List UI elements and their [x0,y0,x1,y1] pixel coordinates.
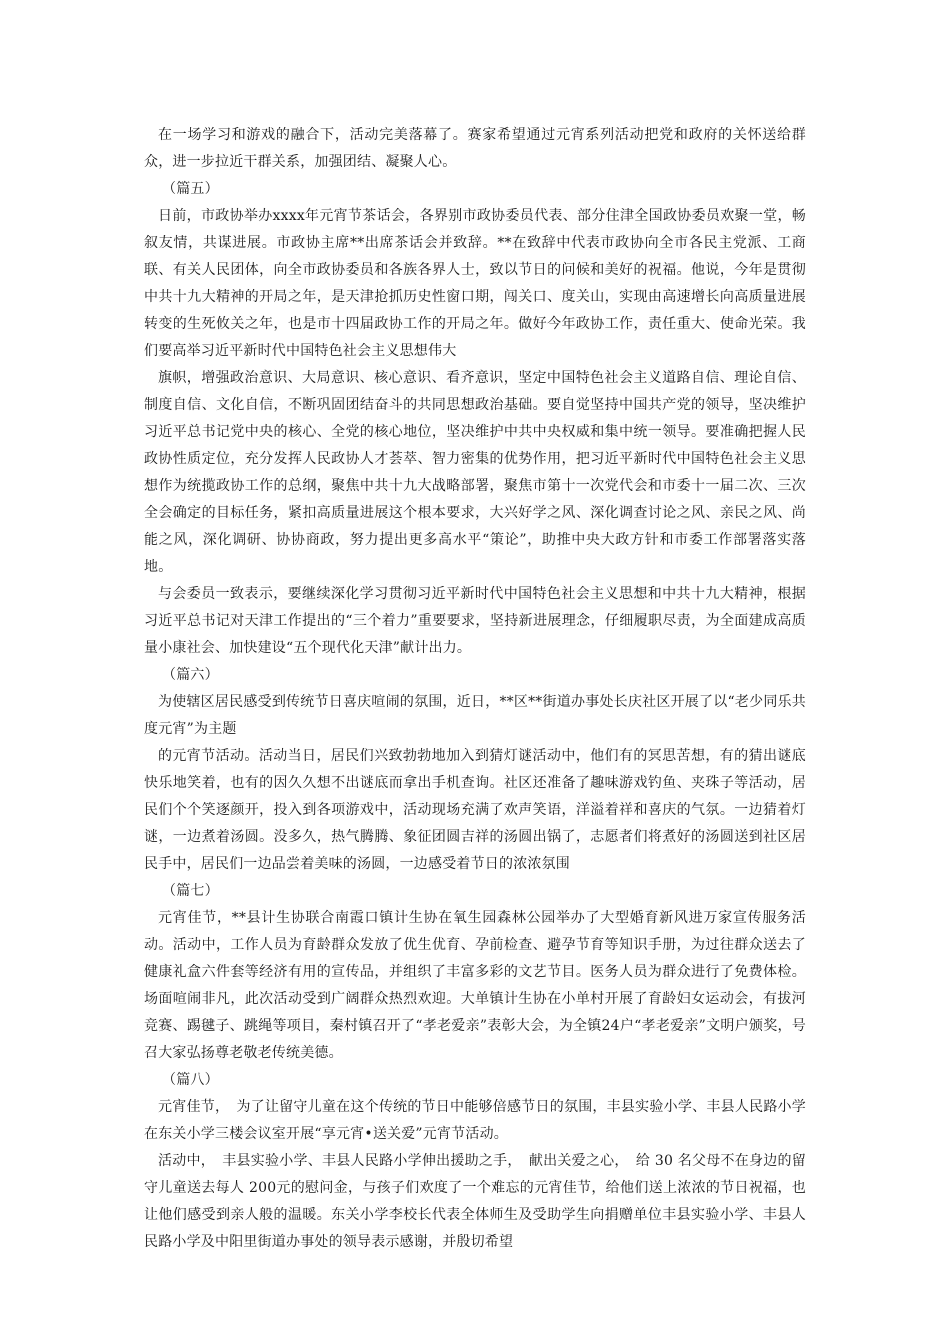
paragraph: 元宵佳节，**县计生协联合南霞口镇计生协在氧生园森林公园举办了大型婚育新风进万家宣传服务活动。活动中，工作人员为育龄群众发放了优生优育、孕前检查、避孕节育等知识手册，为过往群众送去了健康礼盒六件套等经济有用的宣传品，并组织了丰富多彩的文艺节目。医务人员为群众进行了免费体检。场面喧闹非凡，此次活动受到广阔群众热烈欢迎。大单镇计生协在小单村开展了育龄妇女运动会，有拔河竞赛、踢毽子、跳绳等项目，秦村镇召开了“孝老爱亲”表彰大会，为全镇24户“孝老爱亲”文明户颁奖，号召大家弘扬尊老敬老传统美德。 [144,910,806,1061]
paragraph: 日前，市政协举办xxxx年元宵节茶话会，各界别市政协委员代表、部分住津全国政协委员欢聚一堂，畅叙友情，共谋进展。市政协主席**出席茶话会并致辞。**在致辞中代表市政协向全市各民主党派、工商联、有关人民团体，向全市政协委员和各族各界人士，致以节日的问候和美好的祝福。他说，今年是贯彻中共十九大精神的开局之年，是天津抢抓历史性窗口期，闯关口、度关山，实现由高速增长向高质量进展转变的生死攸关之年，也是市十四届政协工作的开局之年。做好今年政协工作，责任重大、使命光荣。我们要高举习近平新时代中国特色社会主义思想伟大 [144,208,806,359]
paragraph: 旗帜，增强政治意识、大局意识、核心意识、看齐意识，坚定中国特色社会主义道路自信、理论自信、制度自信、文化自信，不断巩固团结奋斗的共同思想政治基础。要自觉坚持中国共产党的领导，坚决维护习近平总书记党中央的核心、全党的核心地位，坚决维护中共中央权威和集中统一领导。要准确把握人民政协性质定位，充分发挥人民政协人才荟萃、智力密集的优势作用，把习近平新时代中国特色社会主义思想作为统揽政协工作的总纲，聚焦中共十九大战略部署，聚焦市第十一次党代会和市委十一届二次、三次全会确定的目标任务，紧扣高质量进展这个根本要求，大兴好学之风、深化调查讨论之风、亲民之风、尚能之风，深化调研、协协商政，努力提出更多高水平“策论”，助推中央大政方针和市委工作部署落实落地。 [144,370,806,575]
paragraph: 与会委员一致表示，要继续深化学习贯彻习近平新时代中国特色社会主义思想和中共十九大精神，根据习近平总书记对天津工作提出的“三个着力”重要要求，坚持新进展理念，仔细履职尽责，为全面建成高质量小康社会、加快建设“五个现代化天津”献计出力。 [144,586,806,656]
section-heading: （篇七） [162,883,219,899]
paragraph: 在一场学习和游戏的融合下，活动完美落幕了。赛家希望通过元宵系列活动把党和政府的关怀送给群众，进一步拉近干群关系，加强团结、凝聚人心。 [144,127,806,170]
paragraph: 活动中， 丰县实验小学、丰县人民路小学伸出援助之手， 献出关爱之心， 给 30 名父母不在身边的留守儿童送去每人 200元的慰问金，与孩子们欢度了一个难忘的元宵佳节，给他们送上浓浓的节日祝福，也让他们感受到亲人般的温暖。东关小学李校长代表全体师生及受助学生向捐赠单位丰县实验小学、丰县人民路小学及中阳里街道办事处的领导表示感谢，并殷切希望 [144,1153,806,1250]
document-page [144,122,806,1256]
section-heading: （篇五） [162,181,219,197]
section-heading: （篇六） [162,667,219,683]
paragraph: 的元宵节活动。活动当日，居民们兴致勃勃地加入到猜灯谜活动中，他们有的冥思苦想，有的猜出谜底快乐地笑着，也有的因久久想不出谜底而拿出手机查询。社区还准备了趣味游戏钓鱼、夹珠子等活动，居民们个个笑逐颜开，投入到各项游戏中，活动现场充满了欢声笑语，洋溢着祥和喜庆的气氛。一边猜着灯谜，一边煮着汤圆。没多久，热气腾腾、象征团圆吉祥的汤圆出锅了，志愿者们将煮好的汤圆送到社区居民手中，居民们一边品尝着美味的汤圆，一边感受着节日的浓浓氛围 [144,748,806,872]
paragraph: 元宵佳节， 为了让留守儿童在这个传统的节日中能够倍感节日的氛围，丰县实验小学、丰县人民路小学在东关小学三楼会议室开展“享元宵•送关爱”元宵节活动。 [144,1099,806,1142]
paragraph: 为使辖区居民感受到传统节日喜庆喧闹的氛围，近日，**区**街道办事处长庆社区开展了以“老少同乐共度元宵”为主题 [144,694,806,737]
section-heading: （篇八） [162,1072,219,1088]
